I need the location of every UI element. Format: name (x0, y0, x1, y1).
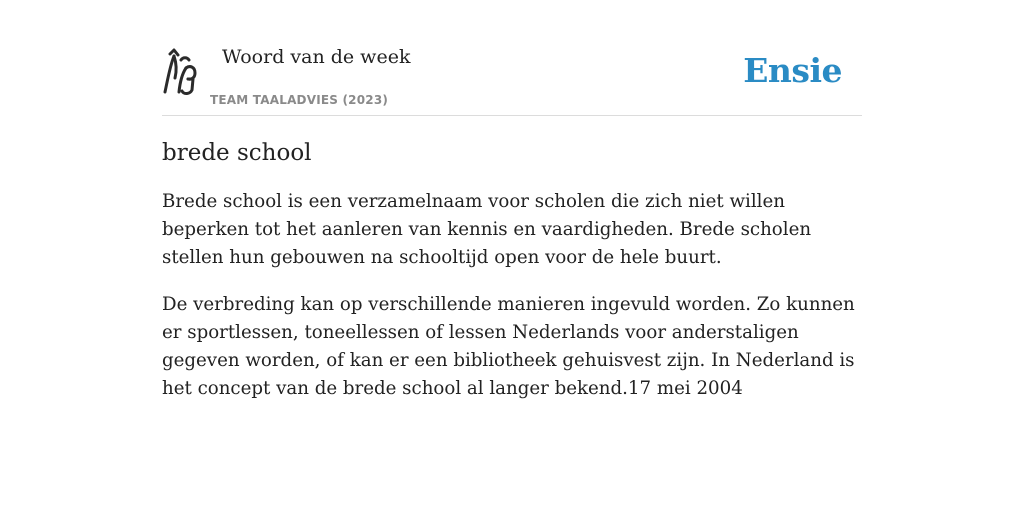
ensie-brand-link[interactable]: Ensie (743, 51, 842, 90)
entry-paragraph-2-text: De verbreding kan op verschillende manieren ingevuld worden. Zo kunnen er sportlessen, toneellessen of lessen Nederlands voor anderstaligen gegeven worden, of kan er een bibliotheek gehuisvest zijn. In Nederland is het concept van de brede school al langer bekend. (162, 294, 855, 399)
entry-paragraph-1: Brede school is een verzamelnaam voor scholen die zich niet willen beperken tot het aanleren van kennis en vaardigheden. Brede scholen stellen hun gebouwen na schooltijd open voor de hele buurt. (162, 191, 812, 268)
flemish-lion-logo-icon (162, 48, 198, 96)
entry-title: brede school (162, 140, 312, 166)
entry-paragraph-2 (162, 291, 862, 403)
article-header (162, 40, 862, 116)
section-title: Woord van de week (222, 46, 411, 68)
author-label: TEAM TAALADVIES (2023) (210, 93, 389, 107)
article-card (162, 40, 862, 403)
entry-date: 17 mei 2004 (627, 378, 743, 399)
